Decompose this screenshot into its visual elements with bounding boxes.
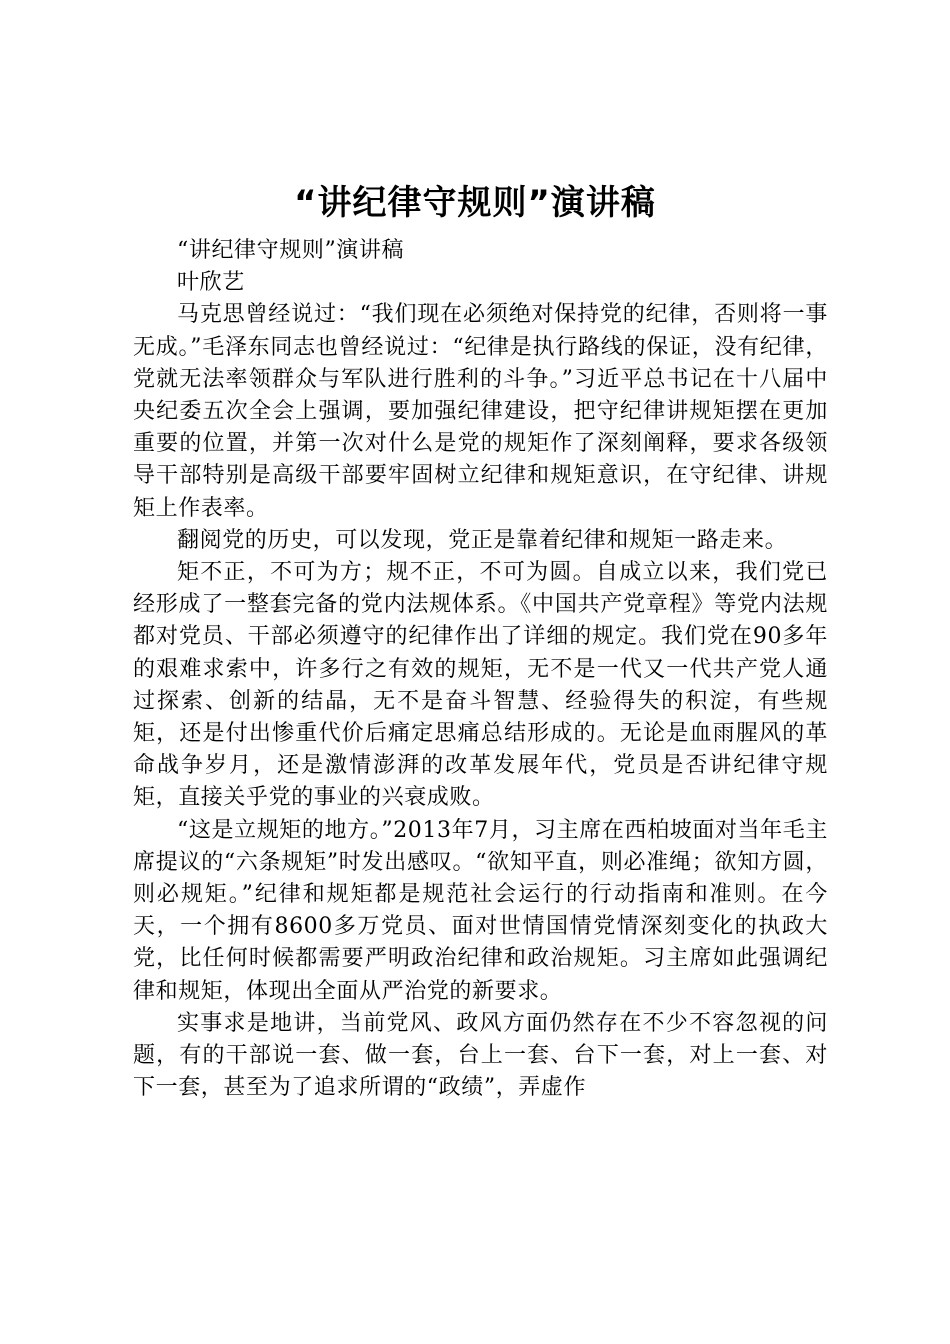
document-title: “讲纪律守规则”演讲稿 [294, 183, 656, 223]
paragraph: 翻阅党的历史，可以发现，党正是靠着纪律和规矩一路走来。 [177, 527, 788, 553]
document-body [133, 235, 828, 1104]
paragraph: 矩不正，不可为方；规不正，不可为圆。自成立以来，我们党已经形成了一整套完备的党内法规体系。《中国共产党章程》等党内法规都对党员、干部必须遵守的纪律作出了详细的规定。我们党在90多年的艰难求索中，许多行之有效的规矩，无不是一代又一代共产党人通过探索、创新的结晶，无不是奋斗智慧、经验得失的积淀，有些规矩，还是付出惨重代价后痛定思痛总结形成的。无论是血雨腥风的革命战争岁月，还是激情澎湃的改革发展年代，党员是否讲纪律守规矩，直接关乎党的事业的兴衰成败。 [133, 560, 828, 811]
paragraph: “这是立规矩的地方。”2013年7月，习主席在西柏坡面对当年毛主席提议的“六条规矩”时发出感叹。“欲知平直，则必准绳；欲知方圆，则必规矩。”纪律和规矩都是规范社会运行的行动指南和准则。在今天，一个拥有8600多万党员、面对世情国情党情深刻变化的执政大党，比任何时候都需要严明政治纪律和政治规矩。习主席如此强调纪律和规矩，体现出全面从严治党的新要求。 [133, 817, 828, 1004]
document-author: 叶欣艺 [177, 270, 245, 296]
document-subtitle: “讲纪律守规则”演讲稿 [177, 238, 405, 263]
paragraph: 实事求是地讲，当前党风、政风方面仍然存在不少不容忽视的问题，有的干部说一套、做一套，台上一套、台下一套，对上一套、对下一套，甚至为了追求所谓的“政绩”，弄虚作 [133, 1010, 828, 1101]
paragraph: 马克思曾经说过：“我们现在必须绝对保持党的纪律，否则将一事无成。”毛泽东同志也曾经说过：“纪律是执行路线的保证，没有纪律，党就无法率领群众与军队进行胜利的斗争。”习近平总书记在十八届中央纪委五次全会上强调，要加强纪律建设，把守纪律讲规矩摆在更加重要的位置，并第一次对什么是党的规矩作了深刻阐释，要求各级领导干部特别是高级干部要牢固树立纪律和规矩意识，在守纪律、讲规矩上作表率。 [133, 302, 828, 521]
